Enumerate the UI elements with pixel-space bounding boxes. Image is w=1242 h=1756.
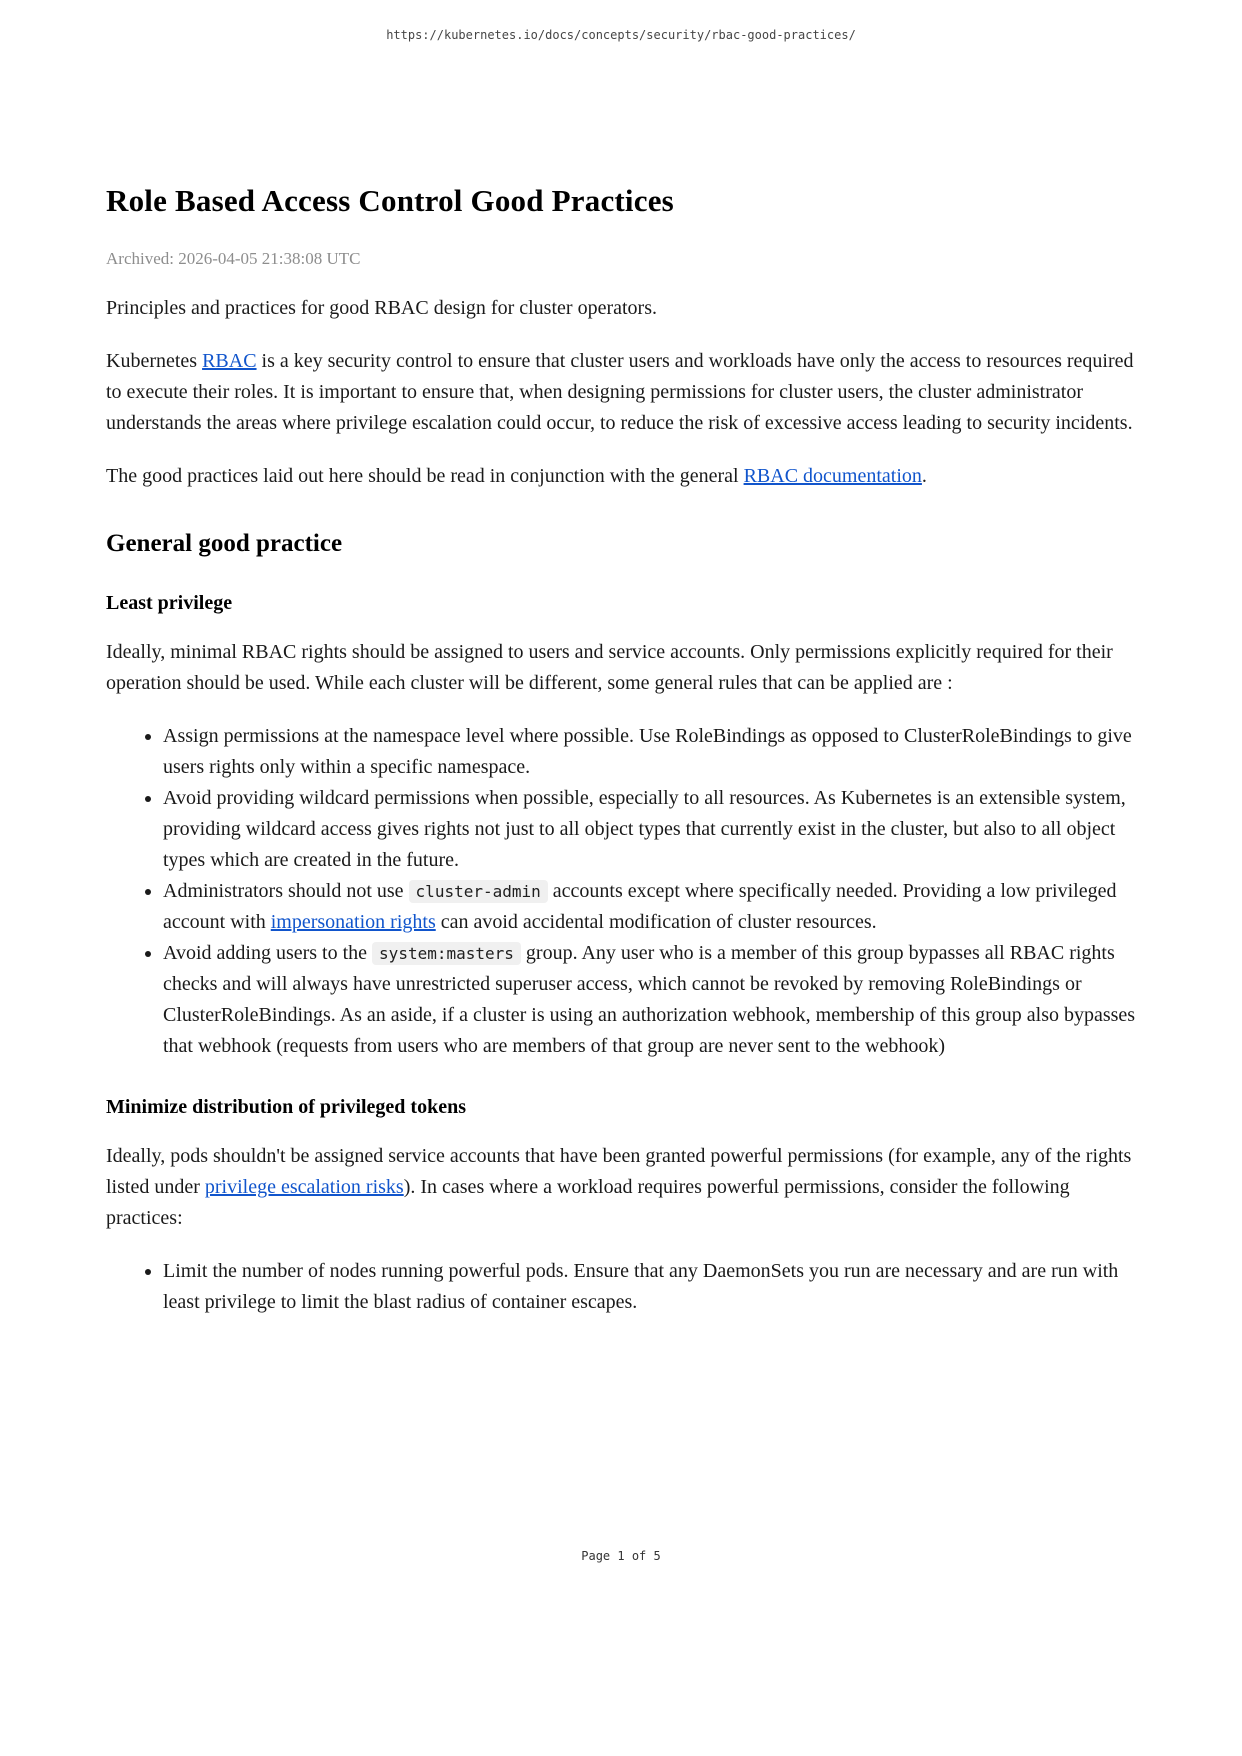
text-run: The good practices laid out here should be read in conjunction with the general (106, 465, 744, 487)
text-run: Avoid providing wildcard permissions when possible, especially to all resources. As Kubernetes is an extensible system, providing wildcard access gives rights not just to all object types that currently exist in the cluster, but also to all object types which are created in the future. (163, 787, 1126, 871)
paragraph-conjunction (106, 461, 1136, 492)
text-run: accounts except where specifically needed. Providing a low privileged account with (163, 880, 1117, 933)
list-item-cluster-admin (163, 876, 1136, 938)
text-run: group. Any user who is a member of this group bypasses all RBAC rights checks and will always have unrestricted superuser access, which cannot be revoked by removing RoleBindings or ClusterRoleBindings. As an aside, if a cluster is using an authorization webhook, membership of this group also bypasses that webhook (requests from users who are members of that group are never sent to the webhook) (163, 942, 1136, 1057)
inline-link[interactable]: RBAC documentation (743, 465, 922, 487)
paragraph-least-privilege (106, 637, 1136, 699)
list-item-system-masters (163, 938, 1136, 1062)
least-privilege-list (106, 721, 1136, 1062)
section-heading-general-good-practice: General good practice (106, 530, 343, 557)
list-item-limit-nodes (163, 1256, 1136, 1318)
text-run: Avoid adding users to the (163, 942, 373, 964)
minimize-tokens-list (106, 1256, 1136, 1318)
subsection-heading-minimize-tokens: Minimize distribution of privileged tokens (106, 1096, 466, 1118)
text-run: Ideally, minimal RBAC rights should be assigned to users and service accounts. Only permissions explicitly required for their operation should be used. While each cluster will be different, some general rules that can be applied are : (106, 641, 1113, 694)
paragraph-intro (106, 346, 1136, 439)
text-run: Assign permissions at the namespace level where possible. Use RoleBindings as opposed to ClusterRoleBindings to give users rights only within a specific namespace. (163, 725, 1132, 778)
text-run: Limit the number of nodes running powerful pods. Ensure that any DaemonSets you run are necessary and are run with least privilege to limit the blast radius of container escapes. (163, 1260, 1119, 1313)
inline-code: cluster-admin (409, 880, 548, 903)
page-footer: Page 1 of 5 (581, 1549, 661, 1563)
text-run: Ideally, pods shouldn't be assigned service accounts that have been granted powerful permissions (for example, any of the rights listed under (106, 1145, 1132, 1198)
inline-link[interactable]: RBAC (202, 350, 257, 372)
text-run: ). In cases where a workload requires powerful permissions, consider the following practices: (106, 1176, 1070, 1229)
archive-header-url: https://kubernetes.io/docs/concepts/security/rbac-good-practices/ (386, 28, 856, 42)
paragraph-summary (106, 293, 1136, 324)
text-run: . (921, 465, 927, 487)
list-item-wildcard-permissions (163, 783, 1136, 876)
text-run: can avoid accidental modification of cluster resources. (435, 911, 877, 933)
paragraph-minimize-tokens (106, 1141, 1136, 1234)
text-run: Kubernetes (106, 350, 203, 372)
list-item-namespace-permissions (163, 721, 1136, 783)
text-run: is a key security control to ensure that cluster users and workloads have only the access to resources required to execute their roles. It is important to ensure that, when designing permissions for cluster users, the cluster administrator understands the areas where privilege escalation could occur, to reduce the risk of excessive access leading to security incidents. (106, 350, 1134, 434)
page-title: Role Based Access Control Good Practices (106, 183, 674, 218)
subsection-heading-least-privilege: Least privilege (106, 592, 233, 614)
text-run: Administrators should not use (163, 880, 409, 902)
text-run: Principles and practices for good RBAC design for cluster operators. (106, 297, 657, 319)
archived-timestamp: Archived: 2026-04-05 21:38:08 UTC (106, 249, 361, 268)
inline-link[interactable]: impersonation rights (270, 911, 436, 933)
inline-code: system:masters (372, 942, 521, 965)
inline-link[interactable]: privilege escalation risks (204, 1176, 404, 1198)
